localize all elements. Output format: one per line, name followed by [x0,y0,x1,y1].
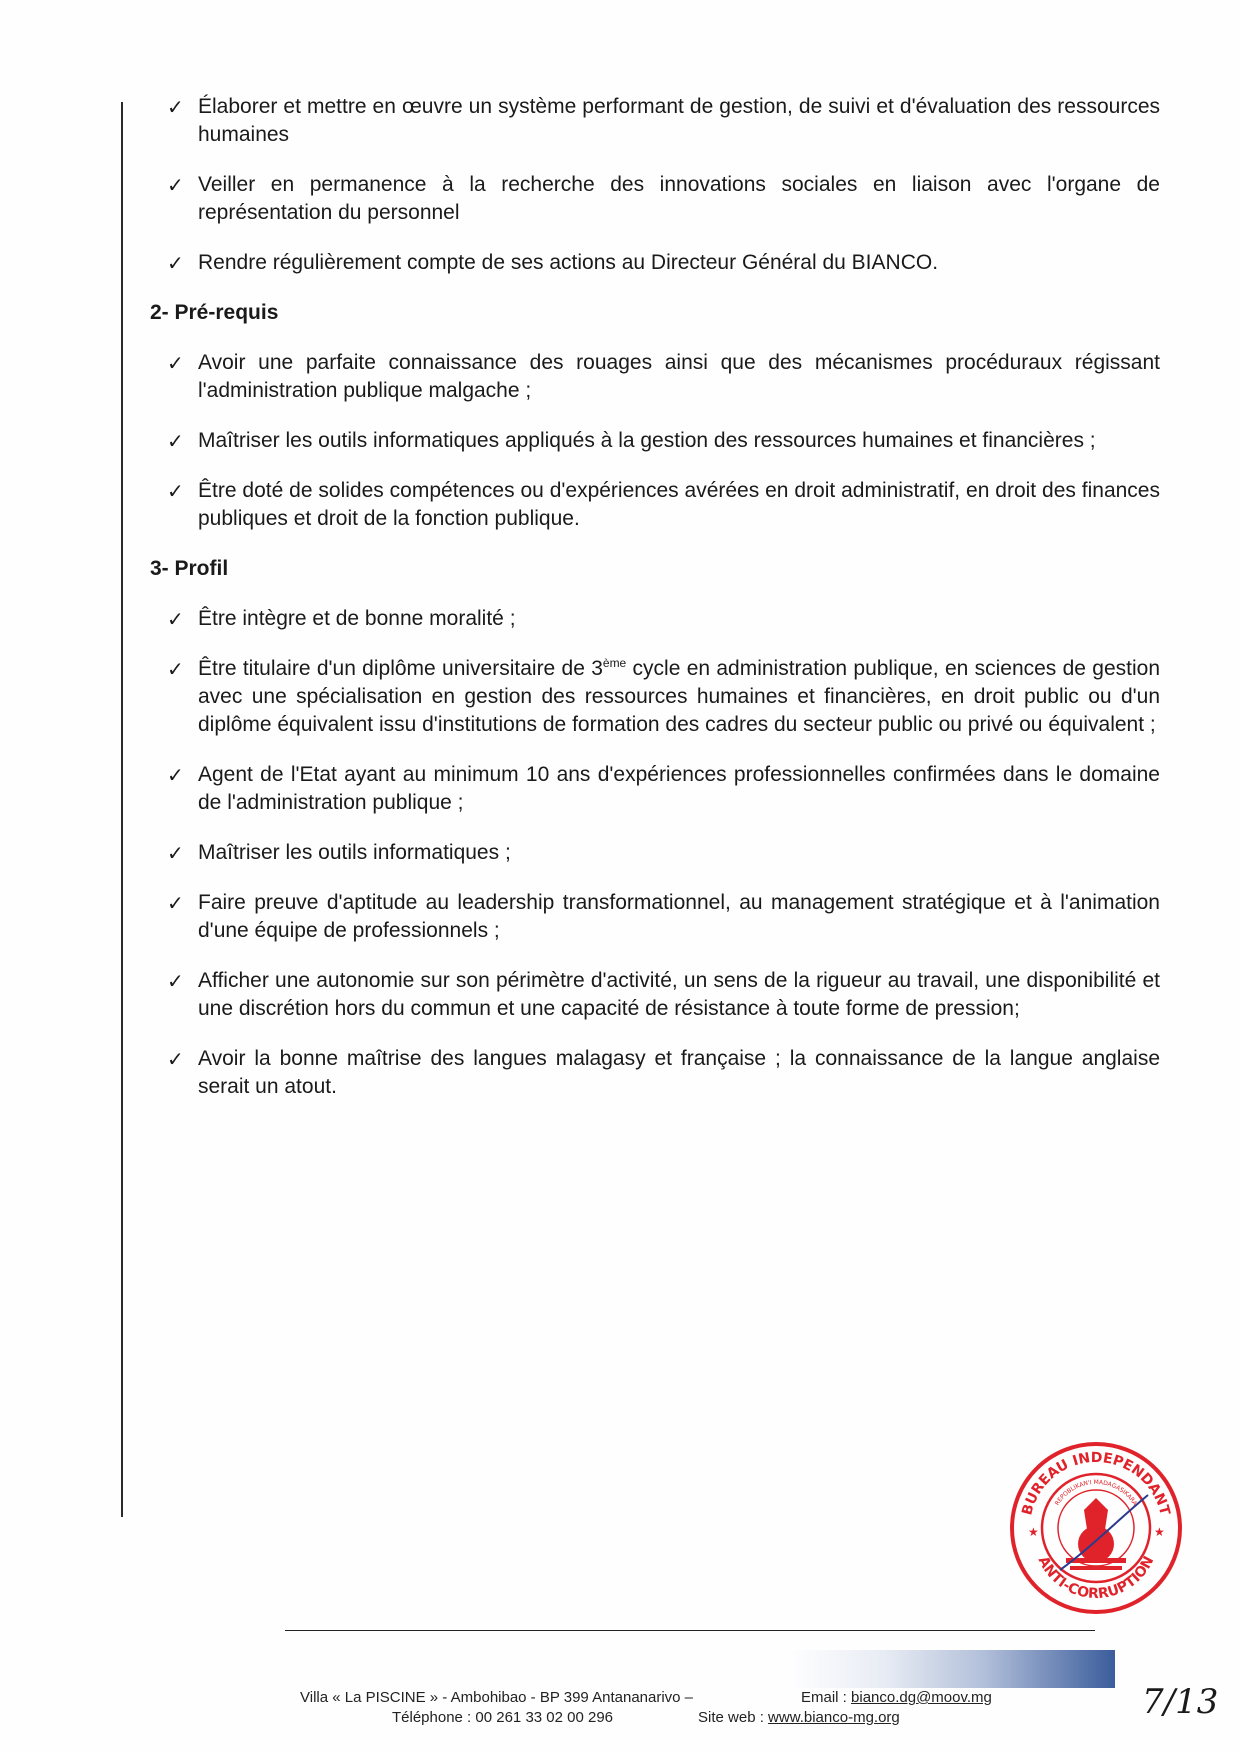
svg-text:★: ★ [1154,1525,1165,1539]
checkmark-icon: ✓ [167,891,184,915]
footer-site-block [698,1708,900,1728]
list-item-text: Élaborer et mettre en œuvre un système performant de gestion, de suivi et d'évaluation des ressources humaines [198,95,1160,146]
page-number: 7/13 [1142,1682,1219,1722]
margin-bar [121,102,123,1517]
stamp-inner-text: REPOBLIKAN'I MADAGASIKARA [1053,1478,1139,1507]
footer-phone: Téléphone : 00 261 33 02 00 296 [392,1709,614,1726]
stamp-top-text: BUREAU INDEPENDANT [1019,1449,1173,1517]
footer-email-block [801,1688,992,1708]
ordinal-superscript: ème [602,656,627,670]
list-item-text: Agent de l'Etat ayant au minimum 10 ans d'expériences professionnelles confirmées dans le domaine de l'administration publique ; [198,763,1160,814]
footer-email-link[interactable]: bianco.dg@moov.mg [851,1689,992,1706]
list-item [150,1045,1160,1101]
list-item-text: Afficher une autonomie sur son périmètre d'activité, un sens de la rigueur au travail, une disponibilité et une discrétion hors du commun et une capacité de résistance à toute forme de pression; [198,969,1160,1020]
footer-site-label: Site web : [698,1709,769,1726]
list-item-text: Rendre régulièrement compte de ses actions au Directeur Général du BIANCO. [198,251,939,274]
list-item [150,171,1160,227]
svg-text:★: ★ [1028,1525,1039,1539]
list-item-text: Maîtriser les outils informatiques appliqués à la gestion des ressources humaines et financières ; [198,429,1096,452]
list-item-text: Être doté de solides compétences ou d'expériences avérées en droit administratif, en droit des finances publiques et droit de la fonction publique. [198,479,1160,530]
list-item [150,249,1160,277]
document-body [150,93,1160,1123]
checkmark-icon: ✓ [167,763,184,787]
list-item [150,605,1160,633]
checkmark-icon: ✓ [167,607,184,631]
list-item-text: Faire preuve d'aptitude au leadership transformationnel, au management stratégique et à l'animation d'une équipe de professionnels ; [198,891,1160,942]
list-item [150,349,1160,405]
diploma-text-start: Être titulaire d'un diplôme universitaire de 3 [198,657,603,680]
checkmark-icon: ✓ [167,95,184,119]
footer-address: Villa « La PISCINE » - Ambohibao - BP 399 Antananarivo – [300,1689,694,1706]
checkmark-icon: ✓ [167,429,184,453]
list-item [150,655,1160,739]
stamp-bottom-text: ANTI-CORRUPTION [1034,1553,1158,1603]
list-item-text: Maîtriser les outils informatiques ; [198,841,511,864]
checkmark-icon: ✓ [167,1047,184,1071]
list-item-text: Être intègre et de bonne moralité ; [198,607,516,630]
list-item [150,93,1160,149]
footer-rule [285,1630,1095,1631]
diploma-text-end: cycle en administration publique, en sciences de gestion avec une spécialisation en gestion des ressources humaines et financières, en droit public ou d'un diplôme équivalent issu d'institutions de formation des cadres du secteur public ou privé ou équivalent ; [198,657,1160,736]
list-item-text: Veiller en permanence à la recherche des innovations sociales en liaison avec l'organe de représentation du personnel [198,173,1160,224]
section-heading-profil: 3- Profil [150,557,229,580]
footer [296,1688,1056,1728]
footer-site-link[interactable]: www.bianco-mg.org [768,1709,900,1726]
section-heading-prerequis: 2- Pré-requis [150,301,279,324]
list-item [150,967,1160,1023]
checkmark-icon: ✓ [167,351,184,375]
checkmark-icon: ✓ [167,479,184,503]
list-item [150,839,1160,867]
checkmark-icon: ✓ [167,251,184,275]
list-item [150,761,1160,817]
list-item [150,477,1160,533]
footer-color-band [785,1650,1115,1688]
footer-email-label: Email : [801,1689,852,1706]
list-item [150,427,1160,455]
list-item-text: Avoir la bonne maîtrise des langues malagasy et française ; la connaissance de la langue anglaise serait un atout. [198,1047,1160,1098]
list-item-text: Avoir une parfaite connaissance des rouages ainsi que des mécanismes procéduraux régissant l'administration publique malgache ; [198,351,1160,402]
checkmark-icon: ✓ [167,173,184,197]
list-item-text [198,657,1160,736]
list-item [150,889,1160,945]
official-stamp [1008,1440,1184,1616]
checkmark-icon: ✓ [167,657,184,681]
checkmark-icon: ✓ [167,841,184,865]
checkmark-icon: ✓ [167,969,184,993]
